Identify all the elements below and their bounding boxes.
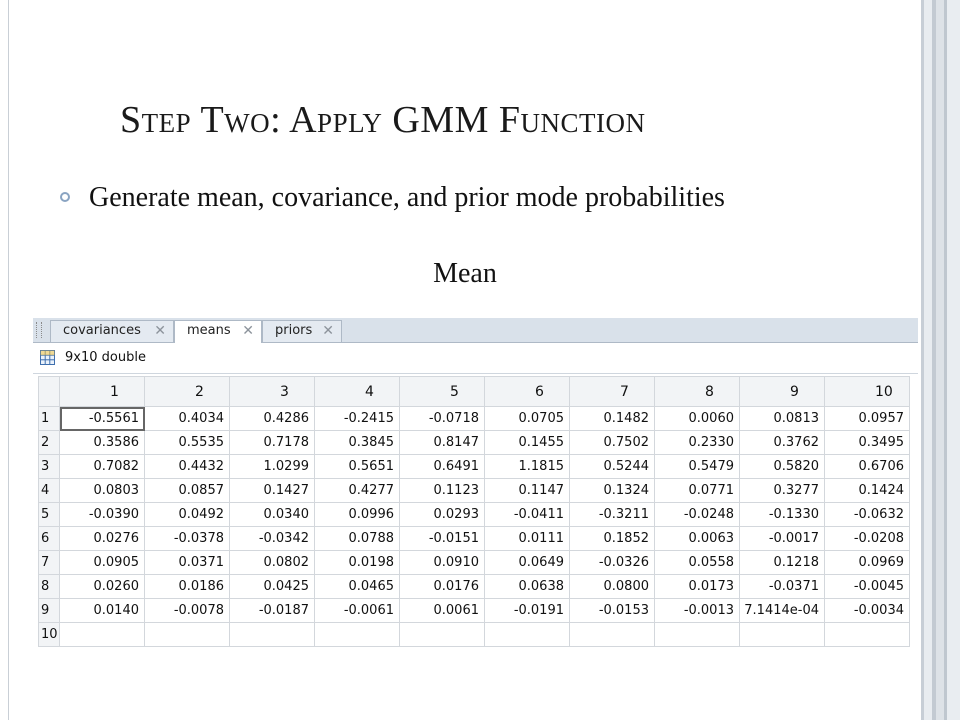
table-cell[interactable]: 0.0558	[655, 551, 740, 575]
table-cell[interactable]: 0.0198	[315, 551, 400, 575]
table-cell[interactable]: 0.0857	[145, 479, 230, 503]
table-cell[interactable]	[315, 623, 400, 647]
table-cell[interactable]: 0.0111	[485, 527, 570, 551]
table-cell[interactable]: -0.5561	[60, 407, 145, 431]
table-cell[interactable]: -0.0718	[400, 407, 485, 431]
table-cell[interactable]: 0.0788	[315, 527, 400, 551]
table-cell[interactable]: 0.1147	[485, 479, 570, 503]
table-cell[interactable]: 0.1123	[400, 479, 485, 503]
tab-label: covariances	[63, 323, 141, 338]
table-cell[interactable]: -0.0153	[570, 599, 655, 623]
table-row	[39, 431, 910, 455]
table-cell[interactable]: -0.3211	[570, 503, 655, 527]
table-cell[interactable]: 0.1482	[570, 407, 655, 431]
table-grid-icon	[40, 350, 55, 365]
variable-info-bar	[33, 343, 918, 374]
column-header[interactable]: 10	[825, 377, 910, 407]
table-cell[interactable]: 0.1324	[570, 479, 655, 503]
table-cell[interactable]	[400, 623, 485, 647]
close-icon[interactable]: ✕	[322, 323, 334, 339]
column-header[interactable]: 3	[230, 377, 315, 407]
column-header-row	[39, 377, 910, 407]
table-cell[interactable]: -0.0013	[655, 599, 740, 623]
row-header[interactable]: 5	[39, 503, 60, 527]
table-row	[39, 623, 910, 647]
corner-cell	[39, 377, 60, 407]
table-cell[interactable]: 0.1455	[485, 431, 570, 455]
slide-left-rule	[8, 0, 9, 720]
table-cell[interactable]	[230, 623, 315, 647]
table-cell[interactable]: -0.0061	[315, 599, 400, 623]
table-cell[interactable]: 1.0299	[230, 455, 315, 479]
mean-caption: Mean	[433, 258, 497, 289]
table-cell[interactable]: 0.0800	[570, 575, 655, 599]
table-cell[interactable]: -0.0342	[230, 527, 315, 551]
table-cell[interactable]: -0.0632	[825, 503, 910, 527]
table-cell[interactable]: 0.0802	[230, 551, 315, 575]
table-cell[interactable]: 0.4286	[230, 407, 315, 431]
tab-priors[interactable]	[262, 320, 342, 342]
table-cell[interactable]: 0.3762	[740, 431, 825, 455]
table-cell[interactable]: 0.5651	[315, 455, 400, 479]
table-cell[interactable]: 0.0969	[825, 551, 910, 575]
table-cell[interactable]: 0.6491	[400, 455, 485, 479]
close-icon[interactable]: ✕	[154, 323, 166, 339]
table-cell[interactable]: 0.0140	[60, 599, 145, 623]
column-header[interactable]: 8	[655, 377, 740, 407]
table-cell[interactable]	[60, 623, 145, 647]
close-icon[interactable]: ✕	[242, 323, 254, 339]
row-header[interactable]: 1	[39, 407, 60, 431]
row-header[interactable]: 8	[39, 575, 60, 599]
table-cell[interactable]: 0.7502	[570, 431, 655, 455]
table-cell[interactable]: 0.0371	[145, 551, 230, 575]
table-cell[interactable]: 0.0063	[655, 527, 740, 551]
table-cell[interactable]: -0.0411	[485, 503, 570, 527]
table-cell[interactable]: -0.0378	[145, 527, 230, 551]
column-header[interactable]: 5	[400, 377, 485, 407]
column-header[interactable]: 1	[60, 377, 145, 407]
editor-tab-bar	[33, 318, 918, 343]
table-cell[interactable]: 0.5479	[655, 455, 740, 479]
table-cell[interactable]: 0.1852	[570, 527, 655, 551]
table-cell[interactable]: 0.0813	[740, 407, 825, 431]
table-cell[interactable]: 0.0276	[60, 527, 145, 551]
table-cell[interactable]	[485, 623, 570, 647]
table-cell[interactable]: 0.8147	[400, 431, 485, 455]
tab-covariances[interactable]	[50, 320, 174, 342]
table-cell[interactable]: 0.0957	[825, 407, 910, 431]
table-cell[interactable]: 0.0061	[400, 599, 485, 623]
table-cell[interactable]: 0.1427	[230, 479, 315, 503]
table-cell[interactable]: 0.0492	[145, 503, 230, 527]
table-cell[interactable]: 0.0803	[60, 479, 145, 503]
table-cell[interactable]: 0.0465	[315, 575, 400, 599]
table-cell[interactable]: 0.0173	[655, 575, 740, 599]
table-cell[interactable]: -0.0151	[400, 527, 485, 551]
row-header[interactable]: 4	[39, 479, 60, 503]
table-cell[interactable]: 0.0996	[315, 503, 400, 527]
table-cell[interactable]: 0.7082	[60, 455, 145, 479]
table-cell[interactable]: 0.0293	[400, 503, 485, 527]
bullet-circle-icon	[60, 192, 70, 202]
table-cell[interactable]: 0.5820	[740, 455, 825, 479]
table-row	[39, 479, 910, 503]
row-header[interactable]: 10	[39, 623, 60, 647]
drag-grip-icon[interactable]	[36, 322, 42, 338]
table-cell[interactable]: -0.1330	[740, 503, 825, 527]
table-cell[interactable]: 0.4034	[145, 407, 230, 431]
table-row	[39, 455, 910, 479]
table-cell[interactable]: 0.5244	[570, 455, 655, 479]
table-cell[interactable]: -0.0187	[230, 599, 315, 623]
table-cell[interactable]: 0.7178	[230, 431, 315, 455]
table-cell[interactable]: -0.0390	[60, 503, 145, 527]
data-grid	[38, 376, 918, 668]
table-cell[interactable]: 0.4277	[315, 479, 400, 503]
table-cell[interactable]	[655, 623, 740, 647]
table-row	[39, 551, 910, 575]
row-header[interactable]: 2	[39, 431, 60, 455]
table-cell[interactable]: 0.1218	[740, 551, 825, 575]
table-cell[interactable]: 0.0649	[485, 551, 570, 575]
means-table	[38, 376, 910, 647]
table-row	[39, 575, 910, 599]
table-cell[interactable]: 0.0176	[400, 575, 485, 599]
table-cell[interactable]	[825, 623, 910, 647]
row-header[interactable]: 7	[39, 551, 60, 575]
column-header[interactable]: 6	[485, 377, 570, 407]
column-header[interactable]: 7	[570, 377, 655, 407]
table-cell[interactable]: 0.0771	[655, 479, 740, 503]
slide-right-decoration	[918, 0, 960, 720]
table-cell[interactable]: 0.3277	[740, 479, 825, 503]
tab-label: priors	[275, 323, 313, 338]
table-cell[interactable]: 0.3586	[60, 431, 145, 455]
variable-editor	[33, 318, 918, 668]
table-cell[interactable]: 0.1424	[825, 479, 910, 503]
table-cell[interactable]: -0.0078	[145, 599, 230, 623]
table-cell[interactable]: -0.0208	[825, 527, 910, 551]
column-header[interactable]: 4	[315, 377, 400, 407]
table-row	[39, 599, 910, 623]
table-cell[interactable]	[570, 623, 655, 647]
table-cell[interactable]	[145, 623, 230, 647]
table-cell[interactable]: 0.4432	[145, 455, 230, 479]
table-cell[interactable]: 0.0340	[230, 503, 315, 527]
table-row	[39, 503, 910, 527]
table-cell[interactable]: 0.0260	[60, 575, 145, 599]
table-cell[interactable]	[740, 623, 825, 647]
table-cell[interactable]: 0.0910	[400, 551, 485, 575]
table-cell[interactable]: 7.1414e-04	[740, 599, 825, 623]
table-cell[interactable]: -0.2415	[315, 407, 400, 431]
table-cell[interactable]: 0.3495	[825, 431, 910, 455]
tab-label: means	[187, 323, 231, 338]
table-cell[interactable]: -0.0045	[825, 575, 910, 599]
table-cell[interactable]: 0.0425	[230, 575, 315, 599]
column-header[interactable]: 9	[740, 377, 825, 407]
table-cell[interactable]: 0.5535	[145, 431, 230, 455]
row-header[interactable]: 9	[39, 599, 60, 623]
slide-title: Step Two: Apply GMM Function	[120, 99, 646, 141]
table-cell[interactable]: 0.0060	[655, 407, 740, 431]
tab-means[interactable]	[174, 320, 262, 343]
table-cell[interactable]: 0.3845	[315, 431, 400, 455]
table-cell[interactable]: 0.6706	[825, 455, 910, 479]
table-cell[interactable]: 0.0905	[60, 551, 145, 575]
bullet-text: Generate mean, covariance, and prior mode probabilities	[89, 182, 725, 213]
variable-type-label: 9x10 double	[65, 350, 146, 365]
table-row	[39, 527, 910, 551]
table-cell[interactable]: -0.0326	[570, 551, 655, 575]
table-cell[interactable]: -0.0034	[825, 599, 910, 623]
row-header[interactable]: 6	[39, 527, 60, 551]
column-header[interactable]: 2	[145, 377, 230, 407]
table-cell[interactable]: -0.0017	[740, 527, 825, 551]
table-cell[interactable]: -0.0191	[485, 599, 570, 623]
table-cell[interactable]: -0.0371	[740, 575, 825, 599]
table-cell[interactable]: -0.0248	[655, 503, 740, 527]
table-cell[interactable]: 0.0638	[485, 575, 570, 599]
table-cell[interactable]: 1.1815	[485, 455, 570, 479]
table-cell[interactable]: 0.0705	[485, 407, 570, 431]
table-row	[39, 407, 910, 431]
table-cell[interactable]: 0.0186	[145, 575, 230, 599]
row-header[interactable]: 3	[39, 455, 60, 479]
table-cell[interactable]: 0.2330	[655, 431, 740, 455]
